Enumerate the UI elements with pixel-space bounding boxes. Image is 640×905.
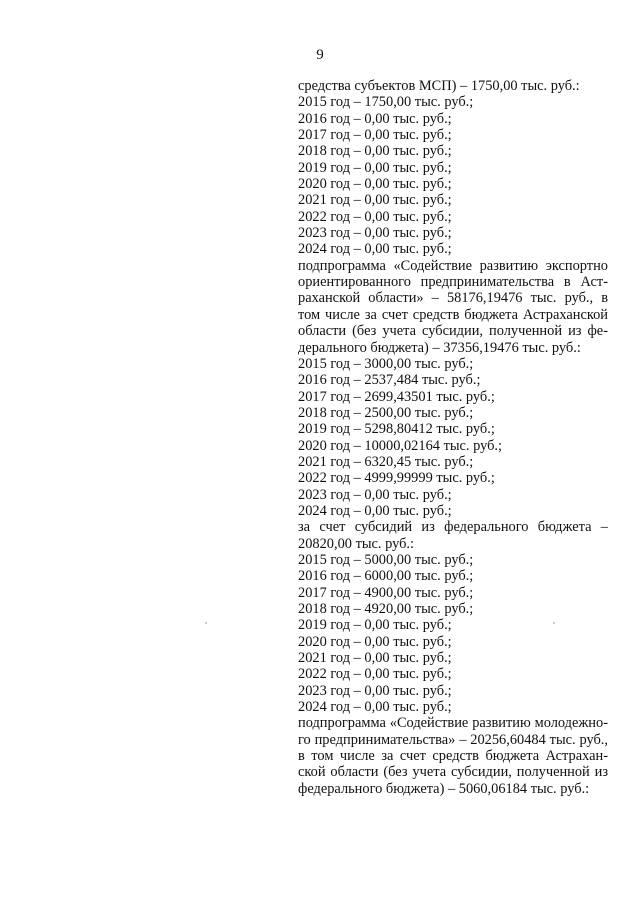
- text-line: 2020 год – 0,00 тыс. руб.;: [298, 633, 452, 650]
- document-body: [298, 78, 608, 797]
- page-number: 9: [316, 47, 324, 63]
- text-line: средства субъектов МСП) – 1750,00 тыс. руб.:: [298, 78, 580, 94]
- text-line: ориентированного предпринимательства в Аст-: [298, 274, 608, 291]
- text-line: 2016 год – 2537,484 тыс. руб.;: [298, 372, 481, 389]
- text-line: 2021 год – 0,00 тыс. руб.;: [298, 192, 452, 209]
- text-line: 2017 год – 4900,00 тыс. руб.;: [298, 584, 474, 601]
- text-line: 2018 год – 0,00 тыс. руб.;: [298, 143, 452, 160]
- text-line: 2021 год – 6320,45 тыс. руб.;: [298, 453, 474, 470]
- text-line: области (без учета субсидии, полученной из фе-: [298, 323, 608, 340]
- text-line: раханской области» – 58176,19476 тыс. руб., в: [298, 290, 608, 307]
- scan-speck: [553, 622, 555, 624]
- text-line: 2019 год – 0,00 тыс. руб.;: [298, 617, 452, 634]
- text-line: 2023 год – 0,00 тыс. руб.;: [298, 682, 452, 699]
- text-line: в том числе за счет средств бюджета Астрахан-: [298, 748, 608, 765]
- text-line: 2016 год – 6000,00 тыс. руб.;: [298, 568, 474, 585]
- text-line: 2023 год – 0,00 тыс. руб.;: [298, 486, 452, 503]
- text-line: 2015 год – 3000,00 тыс. руб.;: [298, 355, 474, 372]
- text-line: 2021 год – 0,00 тыс. руб.;: [298, 650, 452, 667]
- text-line: 2024 год – 0,00 тыс. руб.;: [298, 699, 452, 716]
- text-line: 2020 год – 10000,02164 тыс. руб.;: [298, 437, 503, 454]
- scan-speck: [205, 622, 207, 624]
- text-line: подпрограмма «Содействие развитию экспортно: [298, 257, 608, 274]
- text-line: за счет субсидий из федерального бюджета –: [298, 519, 608, 536]
- text-line: подпрограмма «Содействие развитию молодежно-: [298, 715, 608, 732]
- text-line: 2015 год – 1750,00 тыс. руб.;: [298, 94, 474, 111]
- text-line: 2018 год – 4920,00 тыс. руб.;: [298, 601, 474, 617]
- text-line: 2015 год – 5000,00 тыс. руб.;: [298, 551, 474, 568]
- text-line: 2016 год – 0,00 тыс. руб.;: [298, 110, 452, 127]
- text-line: том числе за счет средств бюджета Астраханской: [298, 306, 608, 323]
- text-line: 2024 год – 0,00 тыс. руб.;: [298, 502, 452, 519]
- text-line: го предпринимательства» – 20256,60484 тыс. руб.,: [298, 731, 608, 748]
- text-line: 2022 год – 0,00 тыс. руб.;: [298, 208, 452, 225]
- text-line: 2019 год – 0,00 тыс. руб.;: [298, 159, 452, 176]
- text-line: 2020 год – 0,00 тыс. руб.;: [298, 176, 452, 193]
- text-line: 2024 год – 0,00 тыс. руб.;: [298, 241, 452, 258]
- text-line: 2017 год – 0,00 тыс. руб.;: [298, 127, 452, 144]
- text-line: 2022 год – 0,00 тыс. руб.;: [298, 666, 452, 683]
- text-line: 20820,00 тыс. руб.:: [298, 535, 415, 552]
- text-line: 2022 год – 4999,99999 тыс. руб.;: [298, 470, 495, 487]
- text-line: дерального бюджета) – 37356,19476 тыс. руб.:: [298, 339, 581, 356]
- text-line: 2017 год – 2699,43501 тыс. руб.;: [298, 388, 495, 405]
- text-line: 2018 год – 2500,00 тыс. руб.;: [298, 404, 474, 421]
- text-line: 2019 год – 5298,80412 тыс. руб.;: [298, 421, 495, 438]
- text-line: федерального бюджета) – 5060,06184 тыс. руб.:: [298, 780, 590, 797]
- text-line: ской области (без учета субсидии, полученной из: [298, 764, 608, 781]
- text-line: 2023 год – 0,00 тыс. руб.;: [298, 225, 452, 242]
